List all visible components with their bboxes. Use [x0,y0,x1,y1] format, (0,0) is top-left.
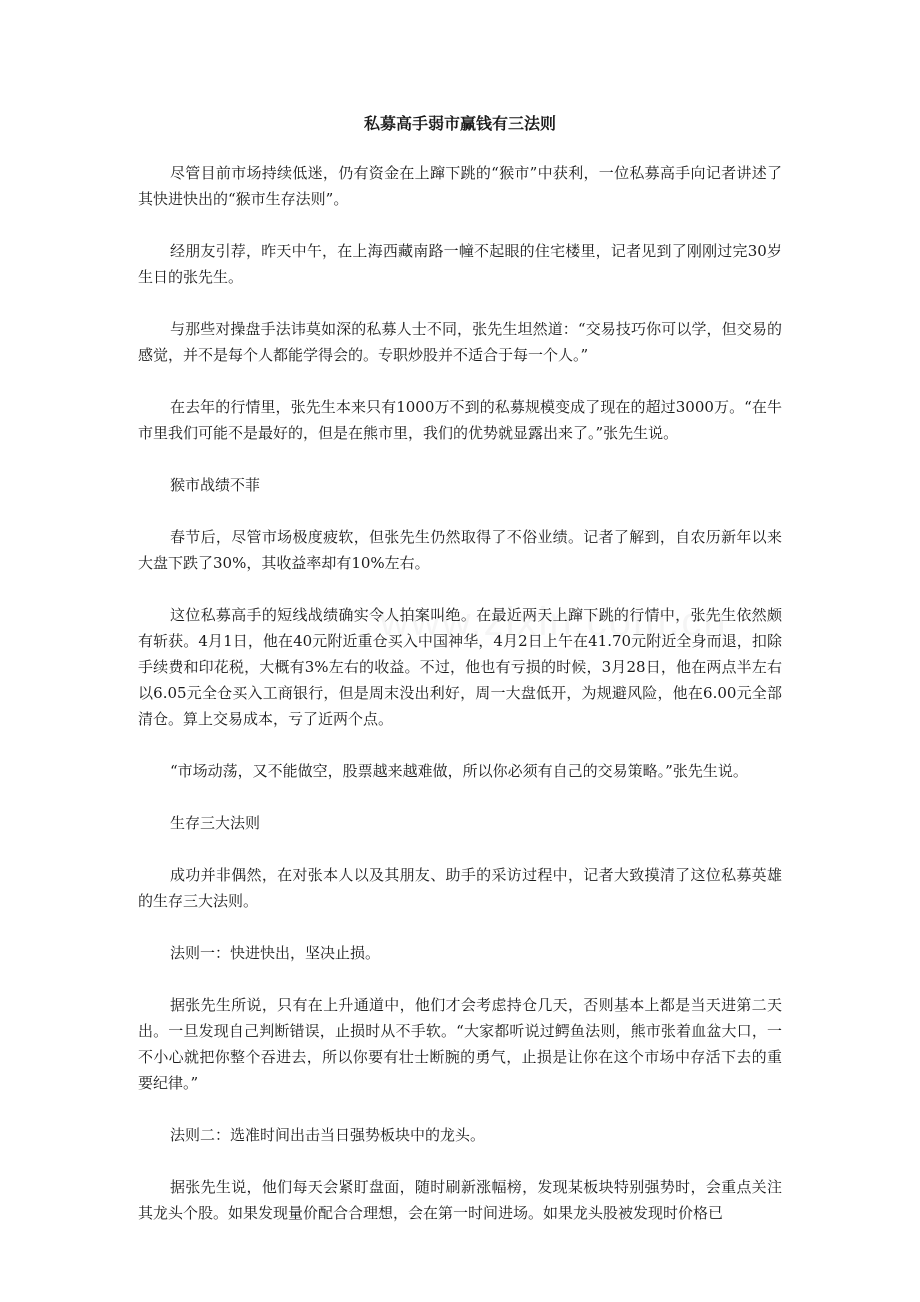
paragraph: 尽管目前市场持续低迷，仍有资金在上蹿下跳的“猴市”中获利，一位私募高手向记者讲述了其快进快出的“猴市生存法则”。 [138,164,782,208]
paragraph: 这位私募高手的短线战绩确实令人拍案叫绝。在最近两天上蹿下跳的行情中，张先生依然颇有斩获。4月1日，他在40元附近重仓买入中国神华，4月2日上午在41.70元附近全身而退，扣除手续费和印花税，大概有3%左右的收益。不过，他也有亏损的时候，3月28日，他在两点半左右以6.05元全仓买入工商银行，但是周末没出利好，周一大盘低开，为规避风险，他在6.00元全部清仓。算上交易成本，亏了近两个点。 [138,606,782,728]
paragraph: 据张先生所说，只有在上升通道中，他们才会考虑持仓几天，否则基本上都是当天进第二天出。一旦发现自己判断错误，止损时从不手软。“大家都听说过鳄鱼法则，熊市张着血盆大口，一不小心就把你整个吞进去，所以你要有壮士断腕的勇气，止损是让你在这个市场中存活下去的重要纪律。” [138,996,782,1092]
section-heading: 猴市战绩不菲 [170,476,261,494]
section-heading: 生存三大法则 [170,814,261,832]
document-body [138,111,782,1252]
paragraph: 春节后，尽管市场极度疲软，但张先生仍然取得了不俗业绩。记者了解到，自农历新年以来大盘下跌了30%，其收益率却有10%左右。 [138,528,782,572]
paragraph: 成功并非偶然，在对张本人以及其朋友、助手的采访过程中，记者大致摸清了这位私募英雄的生存三大法则。 [138,866,782,910]
paragraph: 据张先生说，他们每天会紧盯盘面，随时刷新涨幅榜，发现某板块特别强势时，会重点关注其龙头个股。如果发现量价配合合理想，会在第一时间进场。如果龙头股被发现时价格已 [138,1178,782,1222]
paragraph: “市场动荡，又不能做空，股票越来越难做，所以你必须有自己的交易策略。”张先生说。 [170,762,748,780]
paragraph: 与那些对操盘手法讳莫如深的私募人士不同，张先生坦然道：“交易技巧你可以学，但交易的感觉，并不是每个人都能学得会的。专职炒股并不适合于每一个人。” [138,320,782,364]
rule-heading: 法则一：快进快出，坚决止损。 [170,944,381,962]
paragraph: 经朋友引荐，昨天中午，在上海西藏南路一幢不起眼的住宅楼里，记者见到了刚刚过完30岁生日的张先生。 [138,242,782,286]
document-title: 私募高手弱市赢钱有三法则 [363,114,556,133]
paragraph: 在去年的行情里，张先生本来只有1000万不到的私募规模变成了现在的超过3000万。“在牛市里我们可能不是最好的，但是在熊市里，我们的优势就显露出来了。”张先生说。 [138,398,782,442]
rule-heading: 法则二：选准时间出击当日强势板块中的龙头。 [170,1126,486,1144]
